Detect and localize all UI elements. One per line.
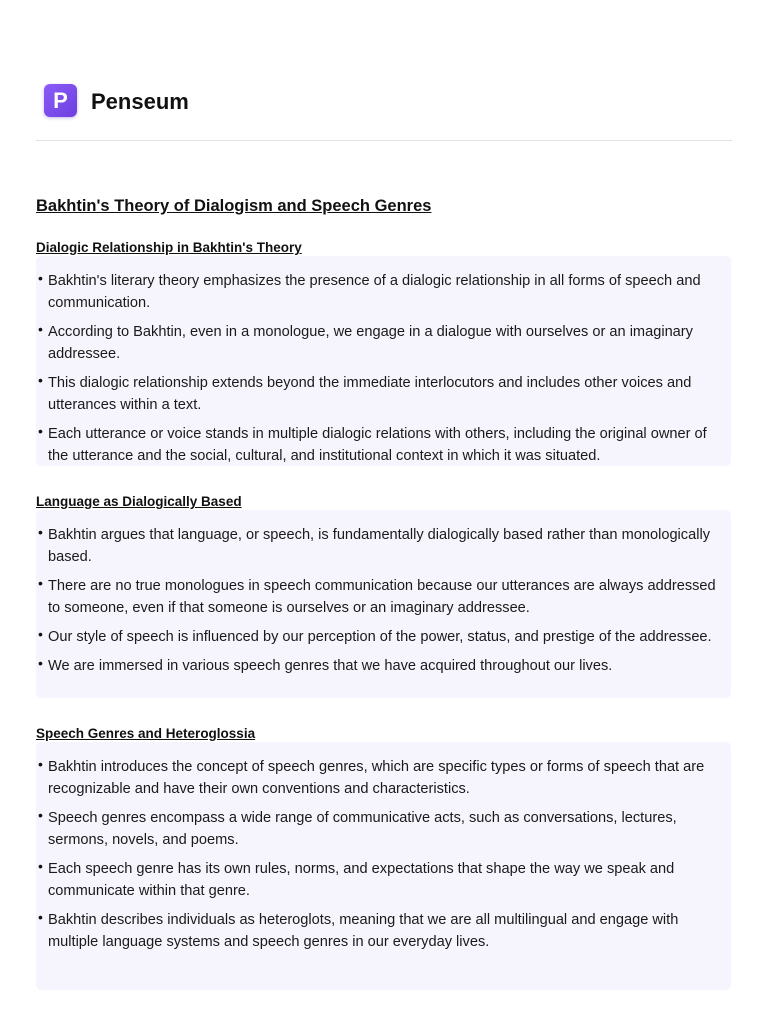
section-heading-language-dialogic: Language as Dialogically Based [36, 494, 242, 509]
app-header [36, 82, 732, 141]
list-item-text: Bakhtin argues that language, or speech, is fundamentally dialogically based rather than monologically based. [48, 527, 710, 565]
bullet-list [38, 756, 717, 953]
list-item-text: This dialogic relationship extends beyond the immediate interlocutors and includes other voices and utterances within a text. [48, 375, 692, 413]
bullet-icon: • [38, 423, 43, 439]
list-item-text: Bakhtin's literary theory emphasizes the presence of a dialogic relationship in all forms of speech and communication. [48, 273, 701, 311]
list-item-text: Each utterance or voice stands in multiple dialogic relations with others, including the original owner of the utterance and the social, cultural, and institutional context in which it was situated. [48, 426, 707, 464]
bullet-list [38, 270, 717, 467]
list-item [38, 858, 717, 902]
list-item [38, 909, 717, 953]
document-title: Bakhtin's Theory of Dialogism and Speech Genres [36, 197, 432, 215]
bullet-icon: • [38, 756, 43, 772]
bullet-icon: • [38, 909, 43, 925]
list-item [38, 372, 717, 416]
list-item-text: Speech genres encompass a wide range of communicative acts, such as conversations, lectures, sermons, novels, and poems. [48, 810, 677, 848]
list-item-text: Each speech genre has its own rules, norms, and expectations that shape the way we speak and communicate within that genre. [48, 861, 675, 899]
list-item [38, 524, 717, 568]
section-heading-speech-genres: Speech Genres and Heteroglossia [36, 726, 256, 741]
bullet-list [38, 524, 717, 677]
list-item [38, 575, 717, 619]
brand-name[interactable]: Penseum [91, 89, 189, 114]
list-item [38, 626, 717, 648]
bullet-icon: • [38, 655, 43, 671]
bullet-icon: • [38, 270, 43, 286]
bullet-icon: • [38, 524, 43, 540]
list-item-text: Our style of speech is influenced by our perception of the power, status, and prestige of the addressee. [48, 629, 712, 645]
penseum-logo-icon[interactable]: P [44, 84, 77, 117]
bullet-icon: • [38, 575, 43, 591]
bullet-icon: • [38, 807, 43, 823]
list-item-text: Bakhtin introduces the concept of speech genres, which are specific types or forms of speech that are recognizable and have their own conventions and characteristics. [48, 759, 705, 797]
list-item-text: There are no true monologues in speech communication because our utterances are always addressed to someone, even if that someone is ourselves or an imaginary addressee. [48, 578, 716, 616]
list-item-text: Bakhtin describes individuals as heteroglots, meaning that we are all multilingual and engage with multiple language systems and speech genres in our everyday lives. [48, 912, 679, 950]
section-heading-dialogic-relationship: Dialogic Relationship in Bakhtin's Theory [36, 240, 302, 255]
section-panel-speech-genres [36, 742, 731, 990]
section-panel-dialogic-relationship [36, 256, 731, 466]
bullet-icon: • [38, 372, 43, 388]
list-item [38, 756, 717, 800]
bullet-icon: • [38, 626, 43, 642]
list-item [38, 423, 717, 467]
list-item [38, 655, 717, 677]
bullet-icon: • [38, 321, 43, 337]
list-item [38, 321, 717, 365]
section-panel-language-dialogic [36, 510, 731, 698]
bullet-icon: • [38, 858, 43, 874]
list-item-text: We are immersed in various speech genres that we have acquired throughout our lives. [48, 658, 613, 674]
list-item-text: According to Bakhtin, even in a monologue, we engage in a dialogue with ourselves or an imaginary addressee. [48, 324, 693, 362]
list-item [38, 270, 717, 314]
list-item [38, 807, 717, 851]
